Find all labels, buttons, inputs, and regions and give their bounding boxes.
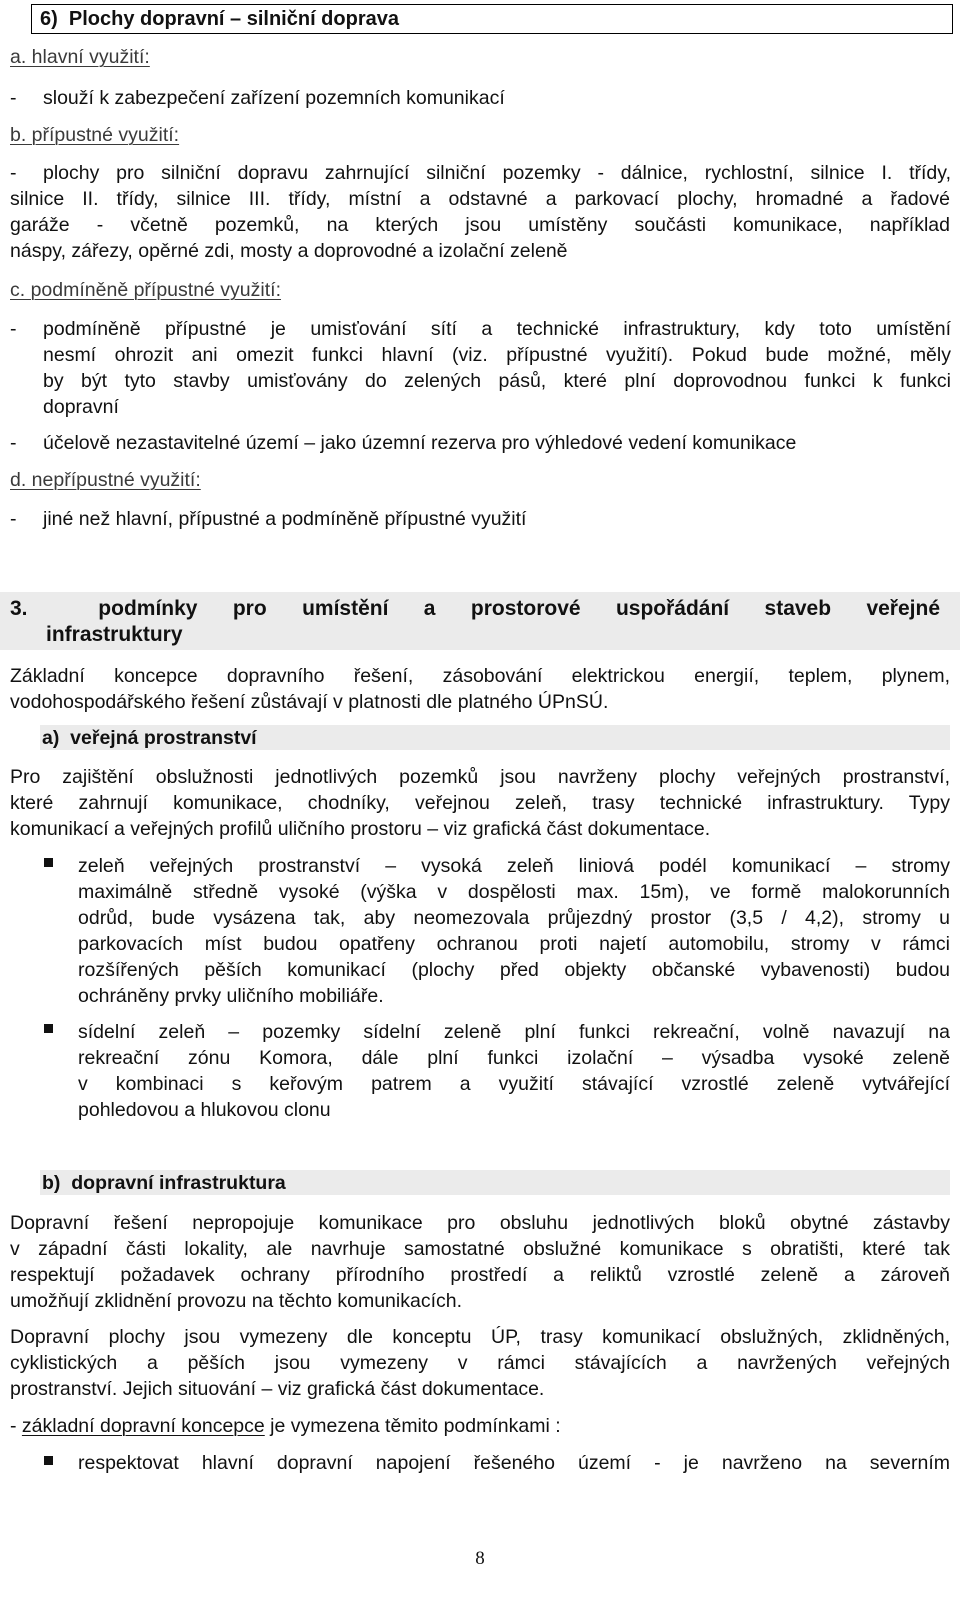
dash: -: [10, 87, 17, 109]
bullet1-line: maximálně středně vysoké (výška v dospělosti max. 15m), ve formě malokorunních: [78, 881, 950, 903]
dash: -: [10, 318, 17, 340]
bullet1-line: rozšířených pěších komunikací (plochy před objekty občanské vybavenosti) budou: [78, 959, 950, 981]
c-item1-line: dopravní: [43, 396, 119, 418]
subheading-b-label: b) dopravní infrastruktura: [42, 1172, 286, 1194]
dash: -: [10, 432, 17, 454]
section-title-box: [31, 4, 953, 34]
heading-3: [0, 592, 960, 650]
c-label: c. podmíněně přípustné využití:: [10, 279, 281, 301]
basic-concept-line: [10, 1413, 561, 1439]
bullet2-line: v kombinaci s keřovým patrem a využití stávající vzrostlé zeleně vytvářející: [78, 1073, 950, 1095]
subheading-b: [40, 1170, 950, 1195]
bullet1-line: ochráněny prvky uličního mobiliáře.: [78, 985, 384, 1007]
sub-b-p2-line: Dopravní plochy jsou vymezeny dle konceptu ÚP, trasy komunikací obslužných, zklidněných,: [10, 1326, 950, 1348]
subheading-a-label: a) veřejná prostranství: [42, 727, 257, 749]
b-item-line: silnice II. třídy, silnice III. třídy, místní a odstavné a parkovací plochy, hromadné a řadové: [10, 188, 950, 210]
basic-concept-suffix: je vymezena těmito podmínkami :: [264, 1415, 561, 1437]
sub-b-p1-line: Dopravní řešení nepropojuje komunikace pro obsluhu jednotlivých bloků obytné zástavby: [10, 1212, 950, 1234]
sub-b-p1-line: respektují požadavek ochrany přírodního prostředí a reliktů vzrostlé zeleně a zároveň: [10, 1264, 950, 1286]
d-item: jiné než hlavní, přípustné a podmíněně přípustné využití: [43, 508, 527, 530]
d-label: d. nepřípustné využití:: [10, 469, 201, 491]
bullet2-line: rekreační zónu Komora, dále plní funkci izolační – výsadba vysoké zeleně: [78, 1047, 950, 1069]
bullet3-line: respektovat hlavní dopravní napojení řešeného území - je navrženo na severním: [78, 1452, 950, 1474]
sub-b-p1-line: umožňují zklidnění provozu na těchto komunikacích.: [10, 1290, 462, 1312]
bullet1-line: parkovacích míst budou opatřeny ochranou proti najetí automobilu, stromy v rámci: [78, 933, 950, 955]
bullet1-line: odrůd, bude vysázena tak, aby neomezovala průjezdný prostor (3,5 / 4,2), stromy u: [78, 907, 950, 929]
a-item: slouží k zabezpečení zařízení pozemních komunikací: [43, 87, 505, 109]
page-number: 8: [475, 1548, 485, 1569]
sub-b-p1-line: v západní části lokality, ale navrhuje samostatné obslužné komunikace s obratišti, které tak: [10, 1238, 950, 1260]
b-item-line: náspy, zářezy, opěrné zdi, mosty a doprovodné a izolační zeleně: [10, 240, 568, 262]
square-bullet-icon: [44, 858, 53, 867]
sub-a-line: které zahrnují komunikace, chodníky, veřejnou zeleň, trasy technické infrastruktury. Typy: [10, 792, 950, 814]
b-item-line: plochy pro silniční dopravu zahrnující silniční pozemky - dálnice, rychlostní, silnice I. třídy,: [43, 162, 951, 184]
sub-a-line: komunikací a veřejných profilů uličního prostoru – viz grafická část dokumentace.: [10, 818, 711, 840]
square-bullet-icon: [44, 1024, 53, 1033]
b-label: b. přípustné využití:: [10, 124, 180, 146]
bullet1-line: zeleň veřejných prostranství – vysoká zeleň liniová podél komunikací – stromy: [78, 855, 950, 877]
bullet2-line: sídelní zeleň – pozemky sídelní zeleně plní funkci rekreační, volně navazují na: [78, 1021, 950, 1043]
square-bullet-icon: [44, 1456, 53, 1465]
c-item1-line: nesmí ohrozit ani omezit funkci hlavní (viz. přípustné využití). Pokud bude možné, měly: [43, 344, 951, 366]
c-item1-line: by být tyto stavby umisťovány do zelených pásů, které plní doprovodnou funkci k funkci: [43, 370, 951, 392]
intro-line: vodohospodářského řešení zůstávají v platnosti dle platného ÚPnSÚ.: [10, 691, 609, 713]
basic-concept-prefix: -: [10, 1415, 22, 1437]
sub-b-p2-line: cyklistických a pěších jsou vymezeny v rámci stávajících a navržených veřejných: [10, 1352, 950, 1374]
sub-a-line: Pro zajištění obslužnosti jednotlivých pozemků jsou navrženy plochy veřejných prostranství,: [10, 766, 950, 788]
dash: -: [10, 508, 17, 530]
sub-b-p2-line: prostranství. Jejich situování – viz grafická část dokumentace.: [10, 1378, 545, 1400]
dash: -: [10, 162, 17, 184]
section-title: 6) Plochy dopravní – silniční doprava: [40, 8, 399, 30]
c-item1-line: podmíněně přípustné je umisťování sítí a technické infrastruktury, kdy toto umístění: [43, 318, 951, 340]
heading-3-line: 3. podmínky pro umístění a prostorové uspořádání staveb veřejné: [10, 597, 940, 620]
subheading-a: [40, 725, 950, 750]
heading-3-line: infrastruktury: [46, 623, 183, 646]
intro-line: Základní koncepce dopravního řešení, zásobování elektrickou energií, teplem, plynem,: [10, 665, 950, 687]
b-item-line: garáže - včetně pozemků, na kterých jsou umístěny součásti komunikace, například: [10, 214, 950, 236]
a-label: a. hlavní využití:: [10, 46, 150, 68]
bullet2-line: pohledovou a hlukovou clonu: [78, 1099, 331, 1121]
c-item2: účelově nezastavitelné území – jako územní rezerva pro výhledové vedení komunikace: [43, 432, 797, 454]
basic-concept-link: základní dopravní koncepce: [21, 1415, 265, 1437]
